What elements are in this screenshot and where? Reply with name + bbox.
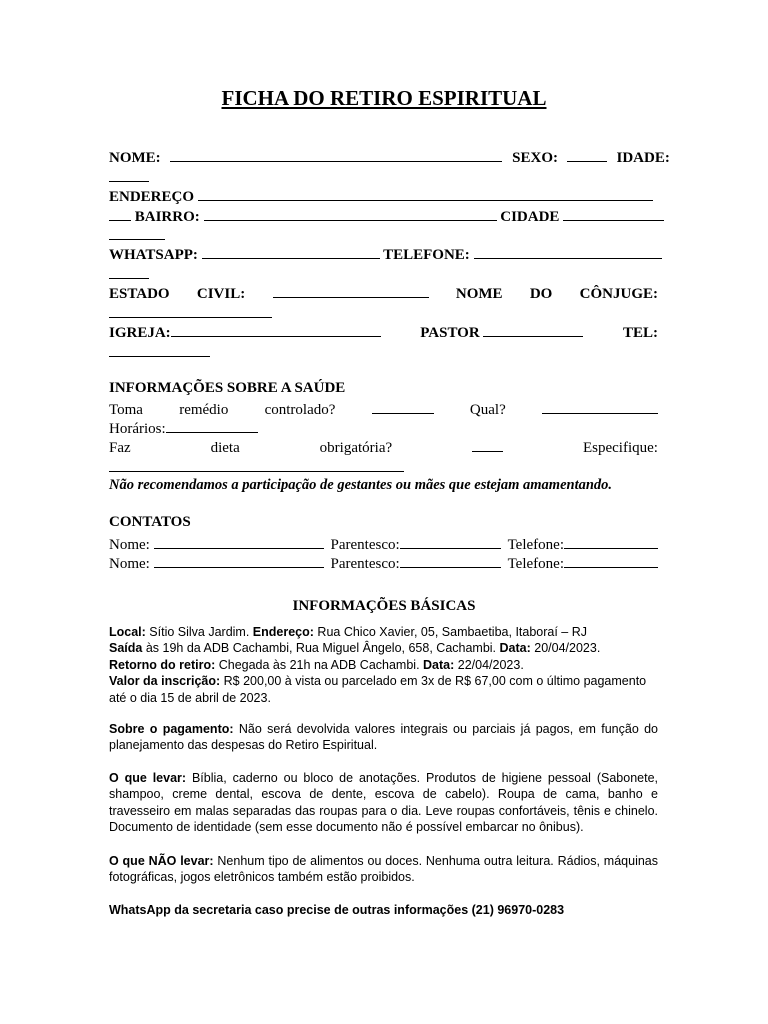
endereco-info-label: Endereço: — [252, 625, 314, 639]
especifique-row — [109, 458, 658, 477]
contato-nome-field[interactable] — [154, 554, 324, 568]
conjuge-row-cont — [109, 304, 658, 323]
conjuge-field[interactable] — [109, 304, 272, 318]
conjuge-label: CÔNJUGE: — [579, 286, 658, 302]
estado-label: ESTADO — [109, 286, 170, 302]
toma-label: Toma — [109, 402, 143, 418]
endereco-row — [109, 187, 658, 206]
levar-block — [109, 770, 658, 836]
contato-telefone-field[interactable] — [564, 535, 658, 549]
whatsapp-row — [109, 245, 658, 264]
tel-row-cont — [109, 343, 658, 362]
civil-label: CIVIL: — [196, 286, 246, 302]
especifique-label: Especifique: — [582, 440, 658, 456]
levar-value: Bíblia, caderno ou bloco de anotações. Produtos de higiene pessoal (Sabonete, shampoo, creme dental, escova de dente, escova de cabelo). Roupa de cama, banho e travesseiro em malas separadas das roupas para o dia. Leve roupas confortáveis, tênis e chinelo. Documento de identidade (sem esse documento não é possível embarcar no ônibus). — [109, 771, 658, 835]
valor-label: Valor da inscrição: — [109, 674, 221, 689]
contato-telefone-field[interactable] — [564, 554, 658, 568]
retorno-label: Retorno do retiro: — [109, 657, 216, 672]
bairro-label: BAIRRO: — [134, 209, 200, 225]
saida-line — [109, 640, 658, 656]
horarios-label: Horários: — [109, 421, 166, 437]
nome-field[interactable] — [170, 148, 502, 162]
pastor-field[interactable] — [483, 323, 583, 337]
contato-nome-field[interactable] — [154, 535, 324, 549]
especifique-field[interactable] — [109, 458, 404, 472]
contato-parentesco-field[interactable] — [400, 554, 501, 568]
contato-nome-label: Nome: — [109, 556, 150, 572]
sexo-label: SEXO: — [512, 150, 559, 166]
contato-parentesco-label: Parentesco: — [330, 537, 400, 553]
contato-row-2 — [109, 554, 658, 573]
telefone-row-cont — [109, 265, 658, 284]
nome-conjuge-label: NOME — [455, 286, 503, 302]
retorno-data-label: Data: — [423, 657, 455, 672]
horarios-row — [109, 419, 658, 438]
contato-row-1 — [109, 535, 658, 554]
gestantes-notice: Não recomendamos a participação de gestantes ou mães que estejam amamentando. — [109, 477, 613, 493]
bairro-row — [109, 207, 658, 226]
whatsapp-secretaria: WhatsApp da secretaria caso precise de outras informações (21) 96970-0283 — [109, 903, 565, 917]
pagamento-block — [109, 721, 658, 754]
igreja-label: IGREJA: — [109, 325, 171, 341]
remedio-field[interactable] — [372, 400, 434, 414]
local-block — [109, 624, 658, 706]
do-label: DO — [529, 286, 553, 302]
idade-row — [109, 168, 658, 187]
tel-field[interactable] — [109, 343, 210, 357]
pagamento-label: Sobre o pagamento: — [109, 722, 234, 736]
nao-levar-block — [109, 853, 658, 886]
bairro-field[interactable] — [204, 207, 497, 221]
qual-field[interactable] — [542, 400, 658, 414]
obrigatoria-label: obrigatória? — [319, 440, 393, 456]
saida-data-value: 20/04/2023. — [530, 641, 601, 656]
page-title: FICHA DO RETIRO ESPIRITUAL — [221, 86, 547, 110]
telefone-field[interactable] — [474, 245, 662, 259]
saida-data-label: Data: — [499, 641, 531, 656]
retorno-value: Chegada às 21h na ADB Cachambi. — [215, 657, 424, 672]
nome-label: NOME: — [109, 150, 161, 166]
tel-label: TEL: — [622, 325, 658, 341]
dieta-label: dieta — [210, 440, 240, 456]
endereco-field[interactable] — [198, 187, 653, 201]
saude-heading: INFORMAÇÕES SOBRE A SAÚDE — [109, 380, 346, 396]
contatos-heading: CONTATOS — [109, 514, 191, 530]
estado-civil-row — [109, 284, 658, 303]
whatsapp-label: WHATSAPP: — [109, 247, 198, 263]
saida-label: Saída — [109, 641, 143, 656]
telefone-label: TELEFONE: — [383, 247, 470, 263]
igreja-row — [109, 323, 658, 342]
valor-value: R$ 200,00 à vista ou parcelado em 3x de R$ 67,00 com o último pagamento até o dia 15 de abril de 2023. — [109, 674, 647, 705]
local-label: Local: — [109, 625, 146, 639]
pastor-label: PASTOR — [420, 325, 480, 341]
igreja-field[interactable] — [171, 323, 381, 337]
endereco-field-cont[interactable] — [109, 207, 131, 221]
dieta-field[interactable] — [472, 438, 503, 452]
retorno-data-value: 22/04/2023. — [454, 657, 524, 672]
idade-field[interactable] — [109, 168, 149, 182]
dieta-row — [109, 438, 658, 457]
qual-label: Qual? — [469, 402, 506, 418]
nao-levar-label: O que NÃO levar: — [109, 854, 214, 868]
whatsapp-field[interactable] — [202, 245, 380, 259]
controlado-label: controlado? — [264, 402, 336, 418]
saida-value: às 19h da ADB Cachambi, Rua Miguel Ângelo, 658, Cachambi. — [142, 641, 500, 656]
contato-parentesco-label: Parentesco: — [330, 556, 400, 572]
idade-label: IDADE: — [616, 150, 670, 166]
remedio-row — [109, 400, 658, 419]
contato-telefone-label: Telefone: — [507, 556, 564, 572]
cidade-field[interactable] — [563, 207, 664, 221]
horarios-field[interactable] — [166, 419, 258, 433]
valor-line — [109, 673, 658, 706]
cidade-label: CIDADE — [500, 209, 560, 225]
nome-row — [109, 148, 670, 167]
remedio-label: remédio — [179, 402, 229, 418]
local-line — [109, 624, 658, 640]
contato-parentesco-field[interactable] — [400, 535, 501, 549]
cidade-field-cont[interactable] — [109, 226, 165, 240]
faz-label: Faz — [109, 440, 131, 456]
local-value: Sítio Silva Jardim. — [145, 625, 253, 639]
contato-nome-label: Nome: — [109, 537, 150, 553]
estado-civil-field[interactable] — [273, 284, 429, 298]
sexo-field[interactable] — [567, 148, 607, 162]
levar-label: O que levar: — [109, 771, 187, 785]
nao-levar-value: Nenhum tipo de alimentos ou doces. Nenhuma outra leitura. Rádios, máquinas fotográficas, jogos eletrônicos também estão proibidos. — [109, 854, 658, 885]
pagamento-value: Não será devolvida valores integrais ou parciais já pagos, em função do planejamento das despesas do Retiro Espiritual. — [109, 722, 658, 753]
basicas-heading: INFORMAÇÕES BÁSICAS — [292, 598, 476, 614]
contato-telefone-label: Telefone: — [507, 537, 564, 553]
endereco-info-value: Rua Chico Xavier, 05, Sambaetiba, Itaboraí – RJ — [313, 625, 588, 639]
cidade-row-cont — [109, 226, 658, 245]
telefone-field-cont[interactable] — [109, 265, 149, 279]
retorno-line — [109, 657, 658, 673]
endereco-label: ENDEREÇO — [109, 189, 195, 205]
